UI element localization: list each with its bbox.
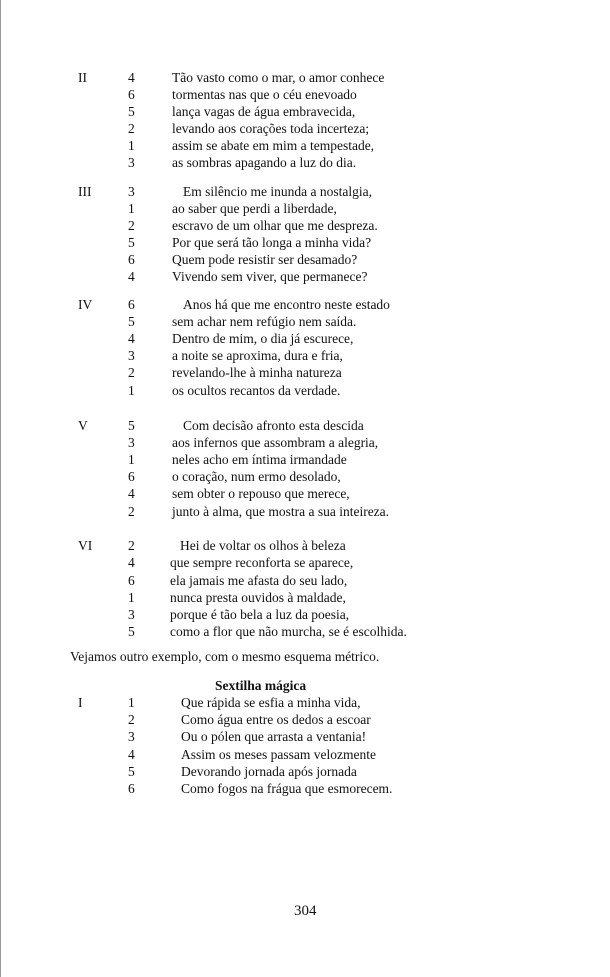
line-number: 1 [128, 590, 135, 605]
verse-line: nunca presta ouvidos à maldade, [170, 590, 346, 605]
verse-line: Hei de voltar os olhos à beleza [180, 538, 346, 553]
verse-line: Tão vasto como o mar, o amor conhece [172, 70, 385, 85]
line-number: 5 [128, 235, 135, 250]
line-number: 6 [128, 297, 135, 312]
line-number: 3 [128, 184, 135, 199]
line-number: 1 [128, 383, 135, 398]
verse-line: tormentas nas que o céu enevoado [172, 87, 357, 102]
line-number: 3 [128, 435, 135, 450]
line-number: 3 [128, 729, 135, 744]
line-number: 4 [128, 269, 135, 284]
line-number: 1 [128, 452, 135, 467]
line-number: 2 [128, 218, 135, 233]
verse-line: a noite se aproxima, dura e fria, [172, 348, 343, 363]
line-number: 4 [128, 486, 135, 501]
verse-line: as sombras apagando a luz do dia. [172, 155, 357, 170]
verse-line: escravo de um olhar que me despreza. [172, 218, 378, 233]
line-number: 3 [128, 607, 135, 622]
verse-line: Devorando jornada após jornada [181, 764, 357, 779]
line-number: 5 [128, 104, 135, 119]
verse-line: sem obter o repouso que merece, [172, 486, 350, 501]
poem-title: Sextilha mágica [215, 678, 307, 693]
line-number: 3 [128, 348, 135, 363]
line-number: 5 [128, 764, 135, 779]
line-number: 4 [128, 555, 135, 570]
line-number: 2 [128, 504, 135, 519]
line-number: 2 [128, 712, 135, 727]
line-number: 6 [128, 252, 135, 267]
verse-line: como a flor que não murcha, se é escolhida. [170, 624, 407, 639]
line-number: 4 [128, 331, 135, 346]
verse-line: Com decisão afronto esta descida [183, 418, 364, 433]
verse-line: Dentro de mim, o dia já escurece, [172, 331, 354, 346]
stanza-numeral: I [78, 695, 83, 710]
verse-line: o coração, num ermo desolado, [172, 469, 341, 484]
verse-line: Como fogos na frágua que esmorecem. [181, 781, 393, 796]
verse-line: Que rápida se esfia a minha vida, [181, 695, 361, 710]
line-number: 6 [128, 87, 135, 102]
line-number: 1 [128, 138, 135, 153]
verse-line: Assim os meses passam velozmente [181, 747, 376, 762]
verse-line: Anos há que me encontro neste estado [183, 297, 390, 312]
line-number: 6 [128, 573, 135, 588]
stanza-numeral: VI [78, 538, 93, 553]
verse-line: os ocultos recantos da verdade. [172, 383, 341, 398]
verse-line: revelando-lhe à minha natureza [172, 365, 342, 380]
line-number: 2 [128, 365, 135, 380]
line-number: 1 [128, 695, 135, 710]
verse-line: ela jamais me afasta do seu lado, [170, 573, 348, 588]
verse-line: Como água entre os dedos a escoar [181, 712, 371, 727]
verse-line: Por que será tão longa a minha vida? [172, 235, 372, 250]
verse-line: junto à alma, que mostra a sua inteireza. [172, 504, 390, 519]
line-number: 4 [128, 747, 135, 762]
verse-line: Ou o pólen que arrasta a ventania! [181, 729, 367, 744]
line-number: 6 [128, 781, 135, 796]
line-number: 5 [128, 418, 135, 433]
stanza-numeral: III [78, 184, 92, 199]
verse-line: sem achar nem refúgio nem saída. [172, 314, 357, 329]
stanza-numeral: IV [78, 297, 93, 312]
verse-line: Em silêncio me inunda a nostalgia, [183, 184, 372, 199]
verse-line: lança vagas de água embravecida, [172, 104, 356, 119]
line-number: 1 [128, 201, 135, 216]
page-number: 304 [294, 903, 317, 919]
line-number: 4 [128, 70, 135, 85]
stanza-numeral: II [78, 70, 87, 85]
verse-line: levando aos corações toda incerteza; [172, 121, 370, 136]
line-number: 6 [128, 469, 135, 484]
line-number: 3 [128, 155, 135, 170]
verse-line: porque é tão bela a luz da poesia, [170, 607, 350, 622]
verse-line: assim se abate em mim a tempestade, [172, 138, 375, 153]
verse-line: neles acho em íntima irmandade [172, 452, 347, 467]
verse-line: aos infernos que assombram a alegria, [172, 435, 379, 450]
line-number: 5 [128, 624, 135, 639]
stanza-numeral: V [78, 418, 88, 433]
line-number: 5 [128, 314, 135, 329]
prose-paragraph: Vejamos outro exemplo, com o mesmo esquema métrico. [70, 649, 380, 664]
line-number: 2 [128, 121, 135, 136]
verse-line: ao saber que perdi a liberdade, [172, 201, 337, 216]
verse-line: Vivendo sem viver, que permanece? [172, 269, 368, 284]
line-number: 2 [128, 538, 135, 553]
verse-line: Quem pode resistir ser desamado? [172, 252, 358, 267]
page-edge [0, 0, 1, 977]
verse-line: que sempre reconforta se aparece, [170, 555, 354, 570]
